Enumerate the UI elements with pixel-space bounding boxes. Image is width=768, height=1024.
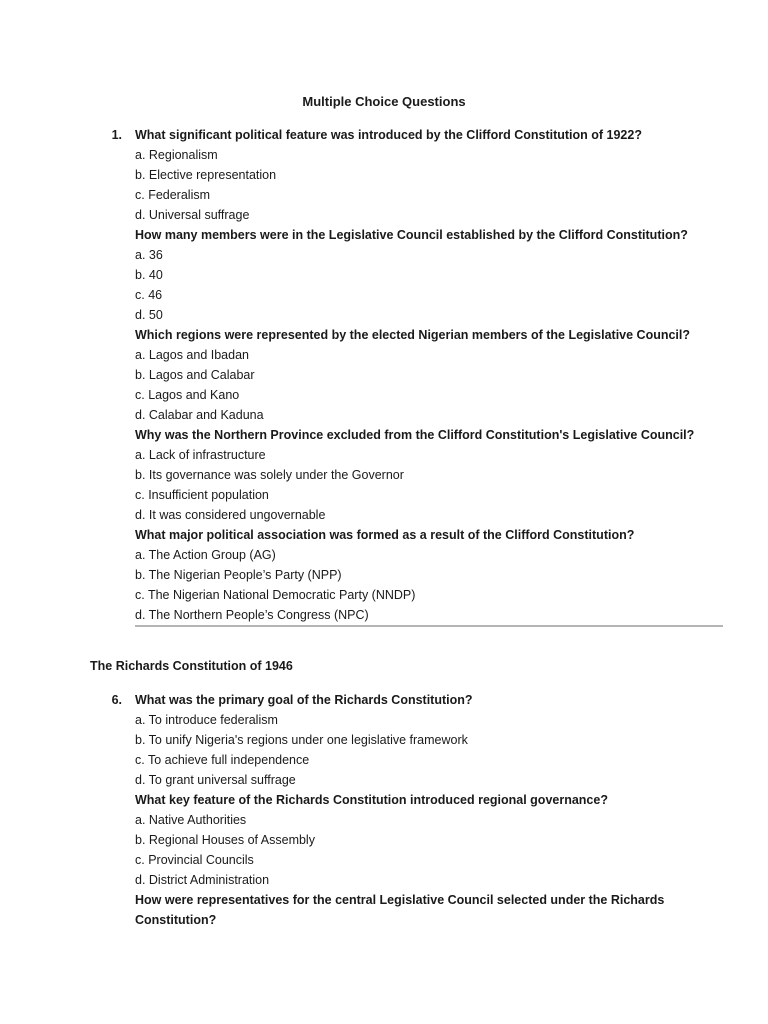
horizontal-rule xyxy=(135,625,723,627)
question-text: Why was the Northern Province excluded from the Clifford Constitution's Legislative Council? xyxy=(135,428,695,442)
page-title: Multiple Choice Questions xyxy=(302,94,466,109)
question-number: 6. xyxy=(111,693,122,707)
answer-option: b. To unify Nigeria's regions under one legislative framework xyxy=(135,733,468,747)
answer-option: d. To grant universal suffrage xyxy=(135,773,296,787)
section-richards xyxy=(0,690,768,930)
answer-option: d. District Administration xyxy=(135,873,270,887)
question-text: How were representatives for the central Legislative Council selected under the Richards Constitution? xyxy=(135,893,665,927)
answer-option: a. To introduce federalism xyxy=(135,713,278,727)
question-text: What major political association was formed as a result of the Clifford Constitution? xyxy=(135,528,635,542)
answer-option: b. Elective representation xyxy=(135,168,277,182)
answer-option: d. It was considered ungovernable xyxy=(135,508,326,522)
answer-option: b. Its governance was solely under the Governor xyxy=(135,468,404,482)
answer-option: c. The Nigerian National Democratic Party (NNDP) xyxy=(135,588,416,602)
section-clifford xyxy=(0,125,768,625)
answer-option: a. Lagos and Ibadan xyxy=(135,348,249,362)
question-text: What key feature of the Richards Constitution introduced regional governance? xyxy=(135,793,608,807)
answer-option: a. 36 xyxy=(135,248,163,262)
answer-option: c. Provincial Councils xyxy=(135,853,254,867)
answer-option: d. The Northern People’s Congress (NPC) xyxy=(135,608,369,622)
question-text: Which regions were represented by the elected Nigerian members of the Legislative Council? xyxy=(135,328,691,342)
question-text: What was the primary goal of the Richards Constitution? xyxy=(135,693,473,707)
answer-option: d. 50 xyxy=(135,308,163,322)
answer-option: c. Lagos and Kano xyxy=(135,388,240,402)
answer-option: c. 46 xyxy=(135,288,163,302)
answer-option: a. Lack of infrastructure xyxy=(135,448,266,462)
answer-option: d. Calabar and Kaduna xyxy=(135,408,264,422)
answer-option: a. Regionalism xyxy=(135,148,218,162)
answer-option: c. Insufficient population xyxy=(135,488,269,502)
answer-option: b. The Nigerian People’s Party (NPP) xyxy=(135,568,342,582)
question-list xyxy=(135,125,725,625)
answer-option: d. Universal suffrage xyxy=(135,208,250,222)
question-text: How many members were in the Legislative Council established by the Clifford Constitution? xyxy=(135,228,688,242)
answer-option: a. Native Authorities xyxy=(135,813,247,827)
question-number: 1. xyxy=(111,128,122,142)
answer-option: b. 40 xyxy=(135,268,163,282)
answer-option: b. Regional Houses of Assembly xyxy=(135,833,315,847)
answer-option: b. Lagos and Calabar xyxy=(135,368,255,382)
answer-option: c. To achieve full independence xyxy=(135,753,310,767)
answer-option: c. Federalism xyxy=(135,188,211,202)
question-text: What significant political feature was introduced by the Clifford Constitution of 1922? xyxy=(135,128,642,142)
question-list xyxy=(135,690,725,930)
answer-option: a. The Action Group (AG) xyxy=(135,548,276,562)
section-heading: The Richards Constitution of 1946 xyxy=(90,659,293,673)
